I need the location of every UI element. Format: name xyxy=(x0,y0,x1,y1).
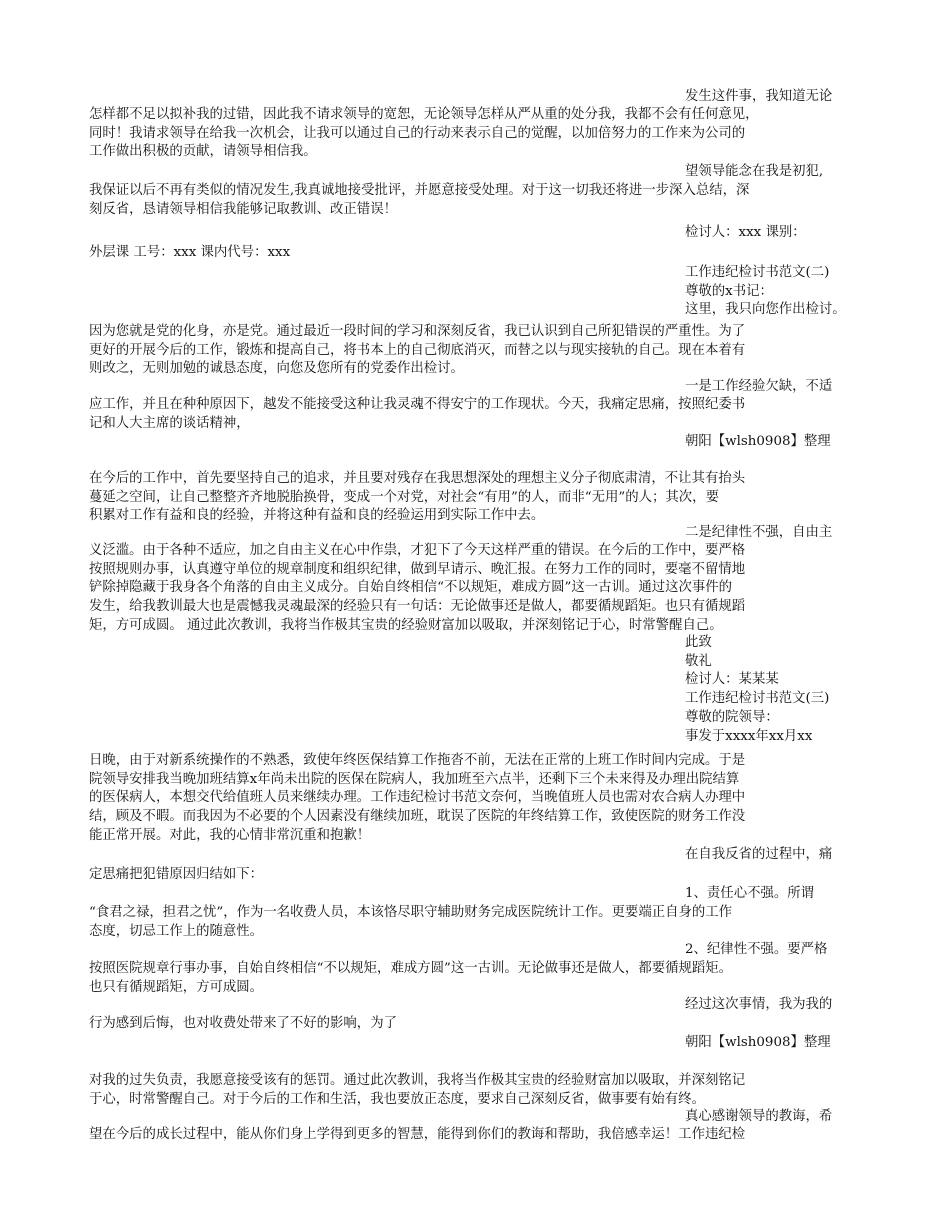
paragraph xyxy=(89,904,861,941)
text-line: 院领导安排我当晚加班结算x年尚未出院的医保在院病人，我加班至六点半，还剩下三个未来得及办理出院结算 xyxy=(89,771,740,787)
text-line: 定思痛把犯错原因归结如下： xyxy=(89,867,264,882)
text-line: 检讨人：xxx 课别： xyxy=(685,225,806,240)
indented-line xyxy=(685,264,846,320)
text-line: 按照规则办事，认真遵守单位的规章制度和组织纪律，做到早请示、晚汇报。在努力工作的同时，要毫不留情地 xyxy=(89,561,746,577)
paragraph xyxy=(89,1015,861,1034)
text-line: 此致 xyxy=(685,635,712,650)
text-line: 在自我反省的过程中，痛 xyxy=(685,847,833,862)
text-line: 敬礼 xyxy=(685,653,712,669)
paragraph xyxy=(89,542,861,636)
text-line: 刻反省，恳请领导相信我能够记取教训、改正错误！ xyxy=(89,201,397,217)
text-line: 记和人大主席的谈话精神， xyxy=(89,415,250,431)
paragraph xyxy=(89,752,861,846)
text-line: 态度，切忌工作上的随意性。 xyxy=(89,923,264,939)
text-line: 事发于xxxx年xx月xx xyxy=(685,728,813,744)
text-line: “食君之禄，担君之忧”，作为一名收费人员，本该恪尽职守辅助财务完成医院统计工作。更要端正自身的工作 xyxy=(89,905,733,920)
text-line: 按照医院规章行事办事，自始自终相信“不以规矩，难成方圆”这一古训。无论做事还是做人，都要循规蹈矩。 xyxy=(89,961,733,976)
text-line: 朝阳【wlsh0908】整理 xyxy=(685,434,831,449)
text-line: 发生，给我教训最大也是震憾我灵魂最深的经验只有一句话：无论做事还是做人，都要循规蹈矩。也只有循规蹈 xyxy=(89,599,746,615)
text-line: 对我的过失负责，我愿意接受该有的惩罚。通过此次教训，我将当作极其宝贵的经验财富加以吸取，并深刻铭记 xyxy=(89,1073,746,1088)
indented-line xyxy=(685,941,827,960)
text-line: 日晚，由于对新系统操作的不熟悉，致使年终医保结算工作拖沓不前，无法在正常的上班工作时间内完成。于是 xyxy=(89,753,746,768)
text-line: 2、纪律性不强。要严格 xyxy=(685,942,828,957)
paragraph xyxy=(89,866,861,885)
indented-line xyxy=(685,88,832,107)
text-line: 行为感到后悔，也对收费处带来了不好的影响，为了 xyxy=(89,1016,397,1031)
text-line: 发生这件事，我知道无论 xyxy=(685,89,833,104)
text-line: 1、责任心不强。所谓 xyxy=(685,886,815,901)
text-line: 朝阳【wlsh0908】整理 xyxy=(685,1035,831,1050)
text-line: 在今后的工作中，首先要坚持自己的追求，并且要对残存在我思想深处的理想主义分子彻底肃清，不让其有抬头 xyxy=(89,471,746,486)
text-line: 工作做出积极的贡献，请领导相信我。 xyxy=(89,144,317,160)
text-line: 望在今后的成长过程中，能从你们身上学得到更多的智慧，能得到你们的教诲和帮助，我倍感幸运！工作违纪检 xyxy=(89,1127,746,1142)
indented-line xyxy=(685,1108,832,1127)
text-line: 工作违纪检讨书范文(二) xyxy=(685,265,830,280)
indented-line xyxy=(685,163,823,182)
text-line: 望领导能念在我是初犯, xyxy=(685,164,824,179)
indented-line xyxy=(685,846,832,865)
text-line: 义泛滥。由于各种不适应，加之自由主义在心中作祟，才犯下了今天这样严重的错误。在今后的工作中，要严格 xyxy=(89,543,746,558)
text-line: 怎样都不足以拟补我的过错，因此我不请求领导的宽恕，无论领导怎样从严从重的处分我，我都不会有任何意见， xyxy=(89,107,759,122)
indented-line xyxy=(685,1034,831,1053)
text-line: 铲除掉隐藏于我身各个角落的自由主义成分。自始自终相信“不以规矩，难成方圆”这一古训。通过这次事件的 xyxy=(89,580,733,596)
paragraph xyxy=(89,396,861,433)
text-line xyxy=(89,244,290,263)
text-line: 真心感谢领导的教诲，希 xyxy=(685,1109,833,1124)
paragraph xyxy=(89,1126,861,1145)
text-line: 矩，方可成圆。 通过此次教训，我将当作极其宝贵的经验财富加以吸取，并深刻铭记于心，时常警醒自己。 xyxy=(89,617,723,633)
text-line: 则改之，无则加勉的诚恳态度，向您及您所有的党委作出检讨。 xyxy=(89,361,464,377)
text-line: 二是纪律性不强，自由主 xyxy=(685,525,833,540)
text-line: 的医保病人，本想交代给值班人员来继续办理。工作违纪检讨书范文奈何，当晚值班人员也需对农合病人办理中 xyxy=(89,790,746,806)
indented-line xyxy=(685,996,832,1015)
text-line: 这里，我只向您作出检讨。 xyxy=(685,302,846,318)
text-line: 同时！我请求领导在给我一次机会，让我可以通过自己的行动来表示自己的觉醒，以加倍努力的工作来为公司的 xyxy=(89,125,746,141)
paragraph xyxy=(89,470,861,526)
text-line: 尊敬的院领导： xyxy=(685,709,779,725)
text-line: 能正常开展。对此，我的心情非常沉重和抱歉！ xyxy=(89,827,371,843)
indented-line xyxy=(685,378,832,397)
text-line: 检讨人：某某某 xyxy=(685,672,779,688)
indented-line xyxy=(685,433,831,452)
text-line: 蔓延之空间，让自己整整齐齐地脱胎换骨，变成一个对党，对社会“有用”的人，而非“无用”的人；其次，要 xyxy=(89,489,719,505)
indented-line xyxy=(685,634,829,746)
text-line: 应工作，并且在种种原因下，越发不能接受这种让我灵魂不得安宁的工作现状。今天，我痛定思痛，按照纪委书 xyxy=(89,397,746,412)
text-line: 尊敬的x书记： xyxy=(685,283,773,299)
text-line: 因为您就是党的化身，亦是党。通过最近一段时间的学习和深刻反省，我已认识到自己所犯错误的严重性。为了 xyxy=(89,324,746,339)
paragraph xyxy=(89,323,861,379)
text-line: 我保证以后不再有类似的情况发生,我真诚地接受批评，并愿意接受处理。对于这一切我还将进一步深入总结，深 xyxy=(89,183,750,198)
text-line: 积累对工作有益和良的经验，并将这种有益和良的经验运用到实际工作中去。 xyxy=(89,508,545,524)
text-line: 外层课 工号：xxx 课内代号：xxx xyxy=(89,245,291,260)
indented-line xyxy=(685,885,814,904)
text-line: 一是工作经验欠缺，不适 xyxy=(685,379,833,394)
text-line: 更好的开展今后的工作，锻炼和提高自己，将书本上的自己彻底消灭，而替之以与现实接轨的自己。现在本着有 xyxy=(89,342,746,358)
text-line: 工作违纪检讨书范文(三) xyxy=(685,691,830,707)
indented-line xyxy=(685,224,806,243)
text-line: 于心，时常警醒自己。对于今后的工作和生活，我也要放正态度，要求自己深刻反省，做事要有始有终。 xyxy=(89,1091,705,1107)
text-line: 结，顾及不暇。而我因为不必要的个人因素没有继续加班，耽误了医院的年终结算工作，致使医院的财务工作没 xyxy=(89,809,746,825)
text-line: 经过这次事情，我为我的 xyxy=(685,997,833,1012)
text-line: 也只有循规蹈矩，方可成圆。 xyxy=(89,979,264,995)
paragraph xyxy=(89,182,861,219)
paragraph xyxy=(89,960,861,997)
indented-line xyxy=(685,524,832,543)
paragraph xyxy=(89,106,861,162)
paragraph xyxy=(89,1072,861,1109)
